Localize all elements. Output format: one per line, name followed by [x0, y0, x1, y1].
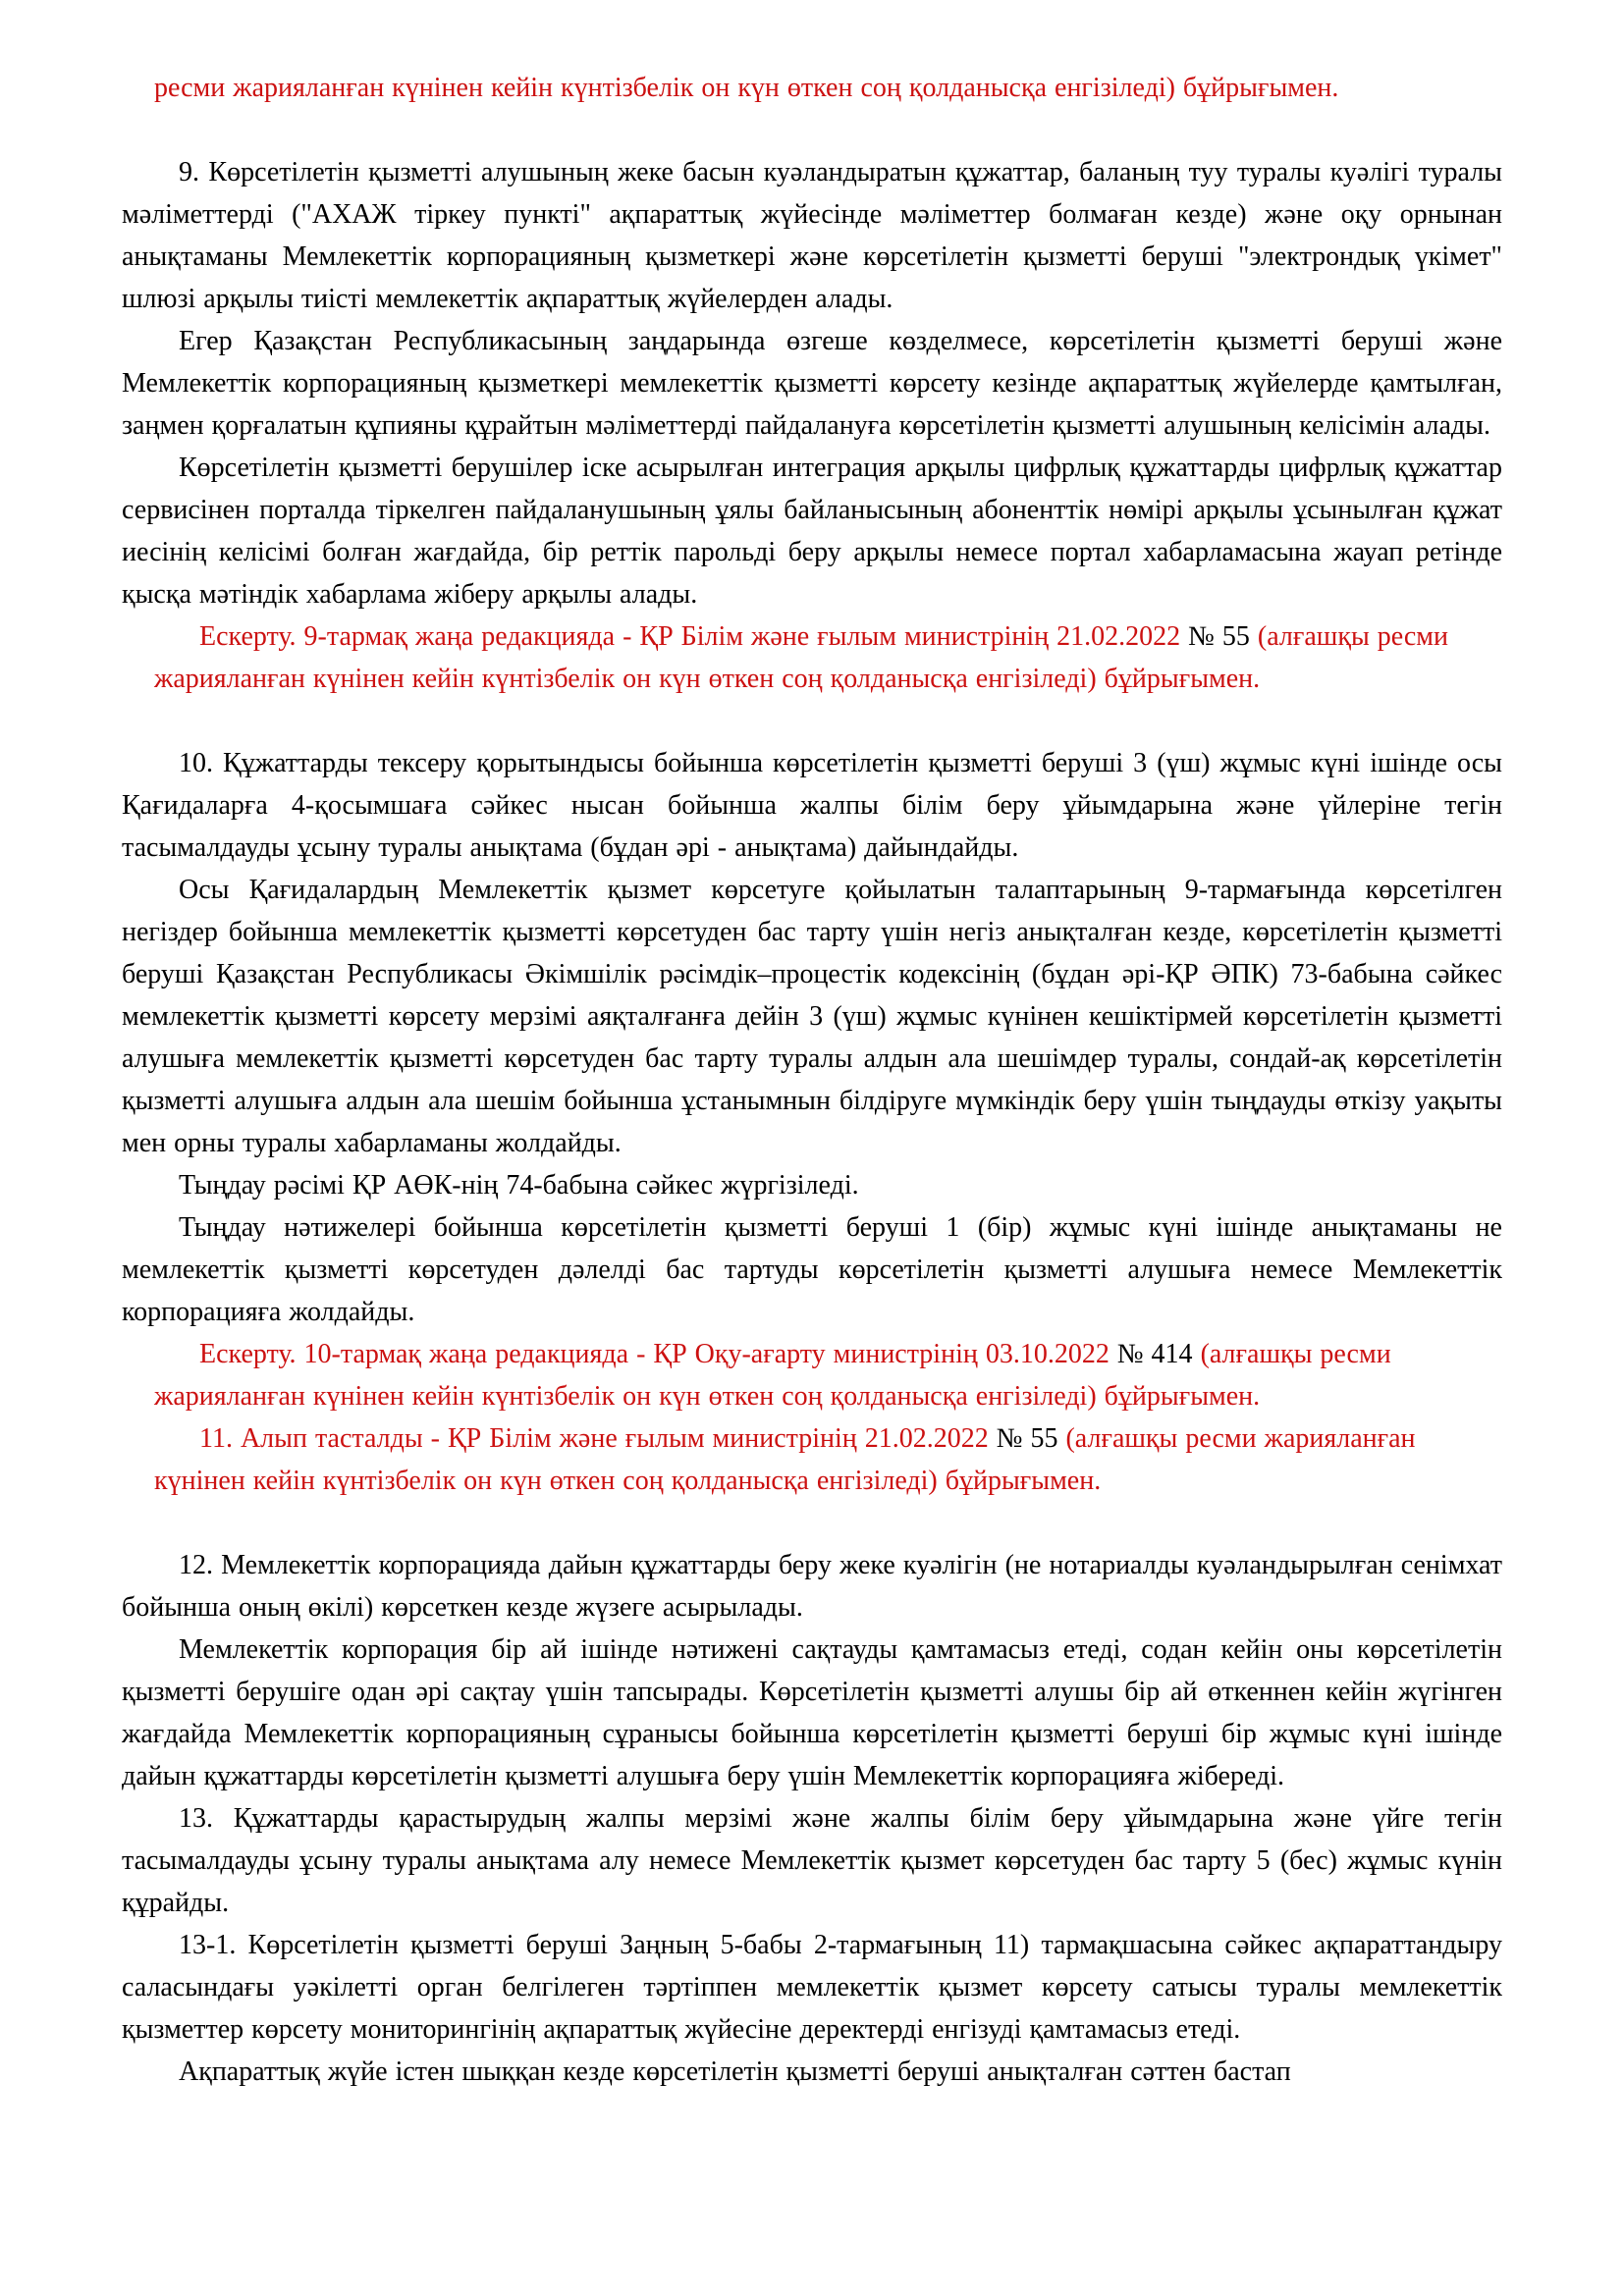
paragraph-10-hearing-results: Тыңдау нәтижелері бойынша көрсетілетін қызметті беруші 1 (бір) жұмыс күні ішінде анықтаманы не мемлекеттік қызметті көрсетуден дәлелді бас тартуды көрсетілетін қызметті алушыға немесе Мемлекеттік корпорацияға жолдайды.	[122, 1212, 1502, 1327]
paragraph-11-text: 11. Алып тасталды - ҚР Білім және ғылым министрінің 21.02.2022	[199, 1423, 997, 1454]
paragraph-9: 9. Көрсетілетін қызметті алушының жеке басын куәландыратын құжаттар, баланың туу туралы куәлігі туралы мәліметтерді ("АХАЖ тіркеу пункті" ақпараттық жүйесінде мәліметтер болмаған кезде) және оқу орнынан анықтаманы Мемлекеттік корпорацияның қызметкері және көрсетілетін қызметті беруші "электрондық үкімет" шлюзі арқылы тиісті мемлекеттік ақпараттық жүйелерден алады.	[122, 157, 1502, 314]
paragraph-13-1: 13-1. Көрсетілетін қызметті беруші Заңның 5-бабы 2-тармағының 11) тармақшасына сәйкес ақпараттандыру саласындағы уәкілетті орган белгілеген тәртіппен мемлекеттік қызмет көрсету сатысы туралы мемлекеттік қызметтер көрсету мониторингінің ақпараттық жүйесіне деректерді енгізуді қамтамасыз етеді.	[122, 1930, 1502, 2045]
note-point-10-text-tail: (алғашқы ресми жарияланған күнінен кейін күнтізбелік он күн өткен соң қолданысқа енгізіледі) бұйрығымен.	[154, 1339, 1391, 1412]
paragraph-9-consent: Егер Қазақстан Республикасының заңдарында өзгеше көзделмесе, көрсетілетін қызметті беруші және Мемлекеттік корпорацияның қызметкері мемлекеттік қызметті көрсету кезінде ақпараттық жүйелерде қамтылған, заңмен қорғалатын құпияны құрайтын мәліметтерді пайдалануға көрсетілетін қызметті алушының келісімін алады.	[122, 326, 1502, 441]
blank-line	[122, 1502, 1502, 1544]
paragraph-info-system: Ақпараттық жүйе істен шыққан кезде көрсетілетін қызметті беруші анықталған сәттен бастап	[179, 2056, 1291, 2087]
paragraph-9-digital-documents: Көрсетілетін қызметті берушілер іске асырылған интеграция арқылы цифрлық құжаттарды цифрлық құжаттар сервисінен порталда тіркелген пайдаланушының ұялы байланысының абоненттік нөмірі арқылы ұсынылған құжат иесінің келісімі болған жағдайда, бір реттік парольді беру арқылы немесе портал хабарламасына жауап ретінде қысқа мәтіндік хабарлама жіберу арқылы алады.	[122, 453, 1502, 610]
paragraph-13: 13. Құжаттарды қарастырудың жалпы мерзімі және жалпы білім беру ұйымдарына және үйге тегін тасымалдауды ұсыну туралы анықтама алу немесе Мемлекеттік қызмет көрсетуден бас тарту 5 (бес) жұмыс күнін құрайды.	[122, 1803, 1502, 1918]
note-point-9-text-tail: (алғашқы ресми жарияланған күнінен кейін күнтізбелік он күн өткен соң қолданысқа енгізіледі) бұйрығымен.	[154, 621, 1449, 694]
note-point-10	[154, 1333, 1502, 1417]
paragraph-11-order-number: № 55	[996, 1423, 1058, 1454]
paragraph-10-hearing-procedure: Тыңдау рәсімі ҚР АӨК-нің 74-бабына сәйкес жүргізіледі.	[179, 1170, 859, 1201]
paragraph-10: 10. Құжаттарды тексеру қорытындысы бойынша көрсетілетін қызметті беруші 3 (үш) жұмыс күні ішінде осы Қағидаларға 4-қосымшаға сәйкес нысан бойынша жалпы білім беру ұйымдарына және үйлеріне тегін тасымалдауды ұсыну туралы анықтама (бұдан әрі - анықтама) дайындайды.	[122, 748, 1502, 863]
note-point-9	[154, 615, 1502, 700]
paragraph-11-text-tail: (алғашқы ресми жарияланған күнінен кейін күнтізбелік он күн өткен соң қолданысқа енгізіледі) бұйрығымен.	[154, 1423, 1416, 1496]
paragraph-10-refusal-procedure: Осы Қағидалардың Мемлекеттік қызмет көрсетуге қойылатын талаптарының 9-тармағында көрсетілген негіздер бойынша мемлекеттік қызметті көрсетуден бас тарту үшін негіз анықталған кезде, көрсетілетін қызметті беруші Қазақстан Республикасы Әкімшілік рәсімдік–процестік кодексінің (бұдан әрі-ҚР ӘПК) 73-бабына сәйкес мемлекеттік қызметті көрсету мерзімі аяқталғанға дейін 3 (үш) жұмыс күнінен кешіктірмей көрсетілетін қызметті алушыға мемлекеттік қызметті көрсетуден бас тарту туралы алдын ала шешімдер туралы, сондай-ақ көрсетілетін қызметті алушыға алдын ала шешім бойынша ұстанымнын білдіруге мүмкіндік беру үшін тыңдауды өткізу уақыты мен орны туралы хабарламаны жолдайды.	[122, 875, 1502, 1158]
paragraph-12-storage: Мемлекеттік корпорация бір ай ішінде нәтижені сақтауды қамтамасыз етеді, содан кейін оны көрсетілетін қызметті берушіге одан әрі сақтау үшін тапсырады. Көрсетілетін қызметті алушы бір ай өткеннен кейін жүгінген жағдайда Мемлекеттік корпорацияның сұранысы бойынша көрсетілетін қызметті беруші бір жұмыс күні ішінде дайын құжаттарды көрсетілетін қызметті алушыға беру үшін Мемлекеттік корпорацияға жібереді.	[122, 1634, 1502, 1791]
note-point-9-text: Ескерту. 9-тармақ жаңа редакцияда - ҚР Білім және ғылым министрінің 21.02.2022	[199, 621, 1189, 652]
blank-line	[122, 700, 1502, 742]
note-point-10-text: Ескерту. 10-тармақ жаңа редакцияда - ҚР Оқу-ағарту министрінің 03.10.2022	[199, 1339, 1117, 1369]
blank-line	[122, 109, 1502, 151]
note-continuation-line: ресми жарияланған күнінен кейін күнтізбелік он күн өткен соң қолданысқа енгізіледі) бұйрығымен.	[154, 73, 1339, 103]
paragraph-12: 12. Мемлекеттік корпорацияда дайын құжаттарды беру жеке куәлігін (не нотариалды куәландырылған сенімхат бойынша оның өкілі) көрсеткен кезде жүзеге асырылады.	[122, 1550, 1502, 1623]
paragraph-11-excluded	[154, 1417, 1502, 1502]
note-point-9-order-number: № 55	[1188, 621, 1250, 652]
note-point-10-order-number: № 414	[1116, 1339, 1193, 1369]
